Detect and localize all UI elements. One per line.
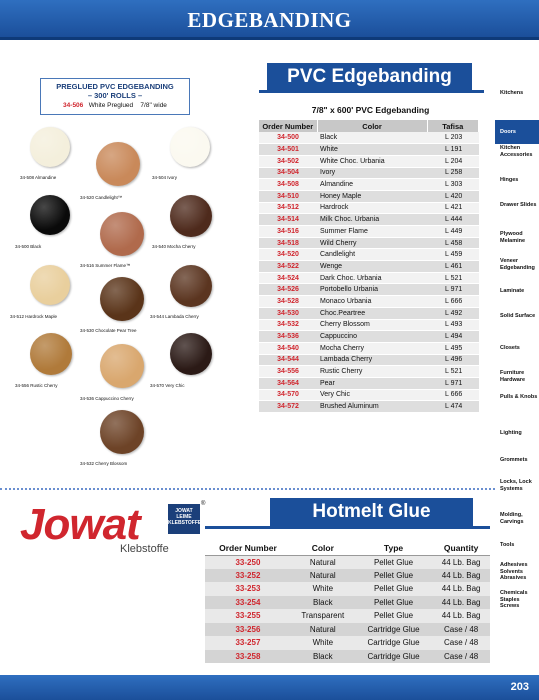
pvc-tafisa: L 461 bbox=[427, 261, 479, 273]
pvc-tafisa: L 459 bbox=[427, 249, 479, 261]
pvc-order-number: 34-504 bbox=[259, 167, 317, 179]
swatch-disc bbox=[96, 142, 140, 186]
sidebar-item-furniture-hardware[interactable]: Furniture Hardware bbox=[500, 370, 526, 383]
pvc-color: Hardrock bbox=[317, 202, 427, 214]
swatch-disc bbox=[170, 195, 212, 237]
pvc-header-order: Order Number bbox=[259, 120, 317, 132]
glue-color: Black bbox=[291, 596, 355, 610]
pvc-order-number: 34-518 bbox=[259, 237, 317, 249]
swatch-disc bbox=[170, 333, 212, 375]
glue-order-number: 33-257 bbox=[205, 636, 291, 650]
pvc-tafisa: L 493 bbox=[427, 319, 479, 331]
pvc-order-number: 34-532 bbox=[259, 319, 317, 331]
pvc-tafisa: L 971 bbox=[427, 284, 479, 296]
pvc-order-number: 34-528 bbox=[259, 296, 317, 308]
glue-type: Pellet Glue bbox=[355, 609, 433, 623]
pvc-tafisa: L 203 bbox=[427, 132, 479, 144]
sidebar-item-doors[interactable]: Doors bbox=[495, 120, 539, 144]
pvc-order-number: 34-570 bbox=[259, 389, 317, 401]
pvc-color: Portobello Urbania bbox=[317, 284, 427, 296]
pvc-tafisa: L 474 bbox=[427, 401, 479, 413]
pvc-color: Rustic Cherry bbox=[317, 366, 427, 378]
sidebar-item-chemicals-staples-screws[interactable]: Chemicals Staples Screws bbox=[500, 590, 528, 609]
page-title: EDGEBANDING bbox=[187, 8, 352, 32]
glue-quantity: Case / 48 bbox=[432, 636, 490, 650]
jowat-logo: Jowat bbox=[20, 500, 140, 549]
swatch-label: 34-556 Rustic Cherry bbox=[15, 383, 58, 388]
pvc-table-row bbox=[259, 167, 479, 179]
pvc-table-row bbox=[259, 202, 479, 214]
pvc-table bbox=[259, 120, 479, 413]
swatch-disc bbox=[30, 127, 70, 167]
pvc-tafisa: L 258 bbox=[427, 167, 479, 179]
pvc-order-number: 34-526 bbox=[259, 284, 317, 296]
pvc-order-number: 34-520 bbox=[259, 249, 317, 261]
pvc-tafisa: L 971 bbox=[427, 377, 479, 389]
swatch-disc bbox=[170, 127, 210, 167]
pvc-color: Wenge bbox=[317, 261, 427, 273]
swatch-disc bbox=[30, 333, 72, 375]
glue-table-row bbox=[205, 569, 490, 583]
glue-type: Cartridge Glue bbox=[355, 650, 433, 664]
pvc-color: Almandine bbox=[317, 179, 427, 191]
pvc-order-number: 34-502 bbox=[259, 155, 317, 167]
pvc-order-number: 34-500 bbox=[259, 132, 317, 144]
jowat-badge-line2: LEIME bbox=[176, 514, 192, 520]
pvc-table-row bbox=[259, 237, 479, 249]
page-header bbox=[0, 0, 539, 40]
preglued-number: 34-506 bbox=[63, 102, 84, 109]
sidebar-item-locks-lock-systems[interactable]: Locks, Lock Systems bbox=[500, 479, 532, 492]
pvc-order-number: 34-512 bbox=[259, 202, 317, 214]
registered-mark: ® bbox=[201, 501, 206, 507]
pvc-order-number: 34-501 bbox=[259, 144, 317, 156]
preglued-item bbox=[41, 102, 189, 109]
glue-quantity: Case / 48 bbox=[432, 650, 490, 664]
glue-order-number: 33-254 bbox=[205, 596, 291, 610]
glue-order-number: 33-255 bbox=[205, 609, 291, 623]
sidebar-item-hinges[interactable]: Hinges bbox=[500, 177, 519, 183]
glue-quantity: 44 Lb. Bag bbox=[432, 609, 490, 623]
glue-header-color: Color bbox=[291, 542, 355, 555]
glue-type: Pellet Glue bbox=[355, 555, 433, 569]
sidebar-item-laminate[interactable]: Laminate bbox=[500, 288, 525, 294]
pvc-order-number: 34-544 bbox=[259, 354, 317, 366]
glue-order-number: 33-253 bbox=[205, 582, 291, 596]
preglued-title: PREGLUED PVC EDGEBANDING bbox=[56, 82, 174, 91]
pvc-color: Wild Cherry bbox=[317, 237, 427, 249]
swatch-disc bbox=[100, 344, 144, 388]
pvc-table-row bbox=[259, 272, 479, 284]
glue-order-number: 33-250 bbox=[205, 555, 291, 569]
pvc-table-row bbox=[259, 366, 479, 378]
pvc-tafisa: L 458 bbox=[427, 237, 479, 249]
glue-table bbox=[205, 542, 490, 663]
pvc-tafisa: L 495 bbox=[427, 342, 479, 354]
glue-color: White bbox=[291, 636, 355, 650]
glue-quantity: 44 Lb. Bag bbox=[432, 555, 490, 569]
pvc-color: Candlelight bbox=[317, 249, 427, 261]
glue-quantity: Case / 48 bbox=[432, 623, 490, 637]
swatch-disc bbox=[100, 212, 144, 256]
pvc-color: White Choc. Urbania bbox=[317, 155, 427, 167]
pvc-table-row bbox=[259, 377, 479, 389]
sidebar-item-molding-carvings[interactable]: Molding, Carvings bbox=[500, 512, 524, 525]
pvc-tafisa: L 444 bbox=[427, 214, 479, 226]
sidebar-item-grommets[interactable]: Grommets bbox=[500, 457, 528, 463]
pvc-tafisa: L 666 bbox=[427, 389, 479, 401]
swatch-label: 34-512 Hardrock Maple bbox=[10, 314, 58, 319]
glue-table-header-row bbox=[205, 542, 490, 555]
pvc-color: Ivory bbox=[317, 167, 427, 179]
pvc-header-tafisa: Tafisa bbox=[427, 120, 479, 132]
pvc-table-row bbox=[259, 319, 479, 331]
pvc-table-header-row bbox=[259, 120, 479, 132]
pvc-order-number: 34-556 bbox=[259, 366, 317, 378]
pvc-color: Choc.Peartree bbox=[317, 307, 427, 319]
glue-table-row bbox=[205, 636, 490, 650]
pvc-underline bbox=[259, 90, 484, 93]
glue-color: Transparent bbox=[291, 609, 355, 623]
swatch-disc bbox=[30, 195, 70, 235]
pvc-table-row bbox=[259, 401, 479, 413]
glue-color: Natural bbox=[291, 623, 355, 637]
glue-order-number: 33-256 bbox=[205, 623, 291, 637]
section-divider bbox=[0, 488, 495, 490]
pvc-order-number: 34-564 bbox=[259, 377, 317, 389]
pvc-tafisa: L 204 bbox=[427, 155, 479, 167]
pvc-table-row bbox=[259, 284, 479, 296]
swatch-label: 34-508 Almandine bbox=[20, 175, 57, 180]
pvc-order-number: 34-530 bbox=[259, 307, 317, 319]
sidebar-item-kitchens[interactable]: Kitchens bbox=[500, 90, 524, 96]
pvc-order-number: 34-508 bbox=[259, 179, 317, 191]
pvc-color: Milk Choc. Urbania bbox=[317, 214, 427, 226]
sidebar-item-pulls-knobs[interactable]: Pulls & Knobs bbox=[500, 394, 538, 400]
pvc-color: Cappuccino bbox=[317, 331, 427, 343]
sidebar-item-kitchen-accessories[interactable]: Kitchen Accessories bbox=[500, 145, 533, 158]
glue-type: Pellet Glue bbox=[355, 582, 433, 596]
glue-table-row bbox=[205, 650, 490, 664]
pvc-tafisa: L 449 bbox=[427, 226, 479, 238]
glue-color: Black bbox=[291, 650, 355, 664]
pvc-color: Cherry Blossom bbox=[317, 319, 427, 331]
pvc-order-number: 34-514 bbox=[259, 214, 317, 226]
pvc-tafisa: L 191 bbox=[427, 144, 479, 156]
sidebar-item-lighting[interactable]: Lighting bbox=[500, 430, 522, 436]
pvc-table-row bbox=[259, 190, 479, 202]
glue-type: Pellet Glue bbox=[355, 596, 433, 610]
glue-underline bbox=[205, 526, 490, 529]
pvc-color: White bbox=[317, 144, 427, 156]
sidebar-item-closets[interactable]: Closets bbox=[500, 345, 520, 351]
jowat-tagline: Klebstoffe bbox=[120, 543, 169, 555]
sidebar-item-solid-surface[interactable]: Solid Surface bbox=[500, 313, 536, 319]
pvc-table-row bbox=[259, 179, 479, 191]
pvc-tafisa: L 496 bbox=[427, 354, 479, 366]
pvc-table-row bbox=[259, 261, 479, 273]
glue-color: Natural bbox=[291, 569, 355, 583]
pvc-tafisa: L 666 bbox=[427, 296, 479, 308]
glue-order-number: 33-252 bbox=[205, 569, 291, 583]
swatch-label: 34-500 Black bbox=[15, 244, 42, 249]
pvc-color: Dark Choc. Urbania bbox=[317, 272, 427, 284]
sidebar-item-plywood-melamine[interactable]: Plywood Melamine bbox=[500, 231, 526, 244]
pvc-order-number: 34-524 bbox=[259, 272, 317, 284]
pvc-color: Brushed Aluminum bbox=[317, 401, 427, 413]
sidebar-item-tools[interactable]: Tools bbox=[500, 542, 515, 548]
pvc-order-number: 34-540 bbox=[259, 342, 317, 354]
jowat-badge bbox=[168, 504, 200, 534]
swatch-label: 34-540 Mocha Cherry bbox=[152, 244, 196, 249]
swatch-label: 34-516 Summer Flame™ bbox=[80, 263, 131, 268]
pvc-tafisa: L 494 bbox=[427, 331, 479, 343]
pvc-table-row bbox=[259, 307, 479, 319]
preglued-subtitle: – 300' ROLLS – bbox=[87, 91, 143, 100]
page-number: 203 bbox=[510, 681, 529, 693]
glue-quantity: 44 Lb. Bag bbox=[432, 569, 490, 583]
pvc-color: Pear bbox=[317, 377, 427, 389]
pvc-color: Summer Flame bbox=[317, 226, 427, 238]
jowat-badge-line3: KLEBSTOFFE bbox=[168, 520, 202, 526]
pvc-color: Mocha Cherry bbox=[317, 342, 427, 354]
pvc-order-number: 34-536 bbox=[259, 331, 317, 343]
glue-type: Cartridge Glue bbox=[355, 623, 433, 637]
pvc-order-number: 34-572 bbox=[259, 401, 317, 413]
pvc-table-row bbox=[259, 226, 479, 238]
glue-table-row bbox=[205, 609, 490, 623]
pvc-tafisa: L 521 bbox=[427, 366, 479, 378]
glue-order-number: 33-258 bbox=[205, 650, 291, 664]
pvc-header-color: Color bbox=[317, 120, 427, 132]
pvc-table-row bbox=[259, 144, 479, 156]
pvc-color: Black bbox=[317, 132, 427, 144]
pvc-table-row bbox=[259, 389, 479, 401]
glue-quantity: 44 Lb. Bag bbox=[432, 596, 490, 610]
pvc-order-number: 34-510 bbox=[259, 190, 317, 202]
glue-color: White bbox=[291, 582, 355, 596]
sidebar-item-drawer-slides[interactable]: Drawer Slides bbox=[500, 202, 537, 208]
pvc-tafisa: L 492 bbox=[427, 307, 479, 319]
swatch-disc bbox=[170, 265, 212, 307]
glue-table-row bbox=[205, 623, 490, 637]
pvc-table-title: 7/8" x 600' PVC Edgebanding bbox=[311, 105, 430, 115]
pvc-table-row bbox=[259, 132, 479, 144]
glue-header-order: Order Number bbox=[205, 542, 291, 555]
pvc-tafisa: L 303 bbox=[427, 179, 479, 191]
glue-type: Pellet Glue bbox=[355, 569, 433, 583]
pvc-color: Honey Maple bbox=[317, 190, 427, 202]
pvc-order-number: 34-516 bbox=[259, 226, 317, 238]
glue-table-row bbox=[205, 596, 490, 610]
pvc-table-row bbox=[259, 296, 479, 308]
pvc-tafisa: L 420 bbox=[427, 190, 479, 202]
pvc-table-row bbox=[259, 354, 479, 366]
swatch-label: 34-504 Ivory bbox=[152, 175, 178, 180]
pvc-tafisa: L 421 bbox=[427, 202, 479, 214]
pvc-color: Very Chic bbox=[317, 389, 427, 401]
glue-type: Cartridge Glue bbox=[355, 636, 433, 650]
glue-header-quantity: Quantity bbox=[432, 542, 490, 555]
pvc-order-number: 34-522 bbox=[259, 261, 317, 273]
pvc-table-row bbox=[259, 155, 479, 167]
pvc-table-row bbox=[259, 331, 479, 343]
swatch-label: 34-530 Chocolate Pear Tree bbox=[80, 328, 137, 333]
pvc-table-row bbox=[259, 214, 479, 226]
pvc-section-title: PVC Edgebanding bbox=[267, 63, 472, 91]
glue-header-type: Type bbox=[355, 542, 433, 555]
swatch-label: 34-520 Candlelight™ bbox=[80, 195, 123, 200]
page-footer bbox=[0, 675, 539, 700]
swatch-disc bbox=[30, 265, 70, 305]
glue-table-row bbox=[205, 555, 490, 569]
glue-color: Natural bbox=[291, 555, 355, 569]
swatch-label: 34-544 Lambada Cherry bbox=[150, 314, 199, 319]
swatch-label: 34-532 Cherry Blossom bbox=[80, 461, 128, 466]
pvc-tafisa: L 521 bbox=[427, 272, 479, 284]
pvc-table-row bbox=[259, 249, 479, 261]
sidebar-item-veneer-edgebanding[interactable]: Veneer Edgebanding bbox=[500, 258, 535, 271]
pvc-color: Lambada Cherry bbox=[317, 354, 427, 366]
swatch-disc bbox=[100, 410, 144, 454]
sidebar-item-adhesives-solvents-abrasives[interactable]: Adhesives Solvents Abrasives bbox=[500, 562, 528, 581]
preglued-color: White Preglued bbox=[88, 102, 134, 109]
jowat-badge-line1: JOWAT bbox=[175, 508, 193, 514]
pvc-color: Monaco Urbania bbox=[317, 296, 427, 308]
pvc-table-row bbox=[259, 342, 479, 354]
swatch-label: 34-570 Very Chic bbox=[150, 383, 185, 388]
preglued-width: 7/8" wide bbox=[140, 102, 167, 109]
glue-quantity: 44 Lb. Bag bbox=[432, 582, 490, 596]
glue-table-row bbox=[205, 582, 490, 596]
swatch-disc bbox=[100, 277, 144, 321]
preglued-box bbox=[40, 78, 190, 115]
swatch-label: 34-536 Cappuccino Cherry bbox=[80, 396, 134, 401]
glue-section-title: Hotmelt Glue bbox=[270, 498, 473, 526]
